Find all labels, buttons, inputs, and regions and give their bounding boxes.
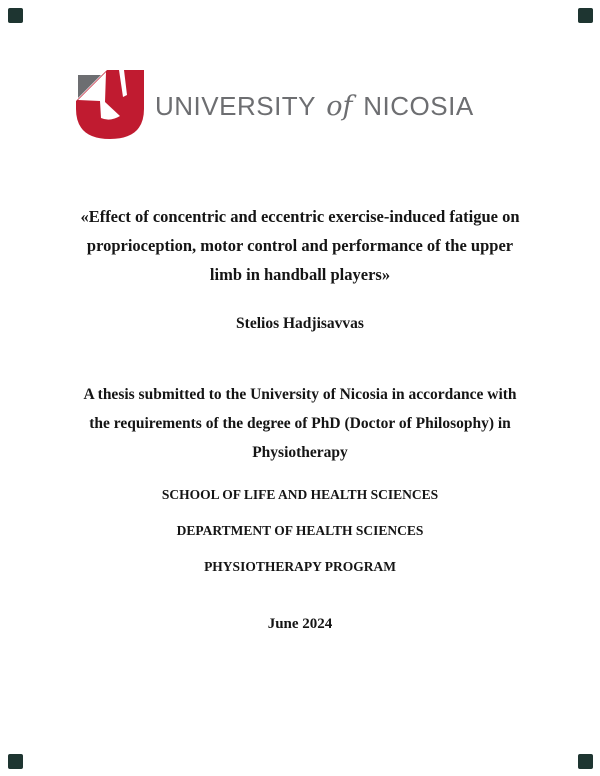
- university-logo: [74, 69, 474, 141]
- program-name: PHYSIOTHERAPY PROGRAM: [204, 559, 396, 574]
- author-name: Stelios Hadjisavvas: [236, 315, 364, 332]
- corner-marker-bottom-left: [8, 754, 23, 769]
- thesis-statement-line-2: the requirements of the degree of PhD (Doctor of Philosophy) in: [89, 415, 511, 432]
- affiliation-block: [0, 488, 600, 596]
- university-logo-icon: [74, 69, 146, 141]
- thesis-statement-line-3: Physiotherapy: [252, 444, 348, 461]
- wordmark-nicosia: NICOSIA: [363, 90, 474, 121]
- thesis-statement: [0, 380, 600, 467]
- department-name: DEPARTMENT OF HEALTH SCIENCES: [176, 523, 424, 538]
- corner-marker-bottom-right: [578, 754, 593, 769]
- thesis-title-line-3: limb in handball players»: [209, 265, 391, 284]
- corner-marker-top-left: [8, 8, 23, 23]
- thesis-statement-line-1: A thesis submitted to the University of Nicosia in accordance with: [83, 386, 517, 403]
- submission-date: June 2024: [267, 616, 333, 632]
- school-name: SCHOOL OF LIFE AND HEALTH SCIENCES: [161, 487, 439, 502]
- thesis-title-line-1: «Effect of concentric and eccentric exercise-induced fatigue on: [80, 207, 520, 226]
- wordmark-of: of: [326, 90, 353, 122]
- corner-marker-top-right: [578, 8, 593, 23]
- wordmark-university: UNIVERSITY: [155, 90, 316, 121]
- university-wordmark: [155, 91, 474, 122]
- thesis-title-line-2: proprioception, motor control and performance of the upper: [86, 236, 514, 255]
- thesis-title: [0, 202, 600, 289]
